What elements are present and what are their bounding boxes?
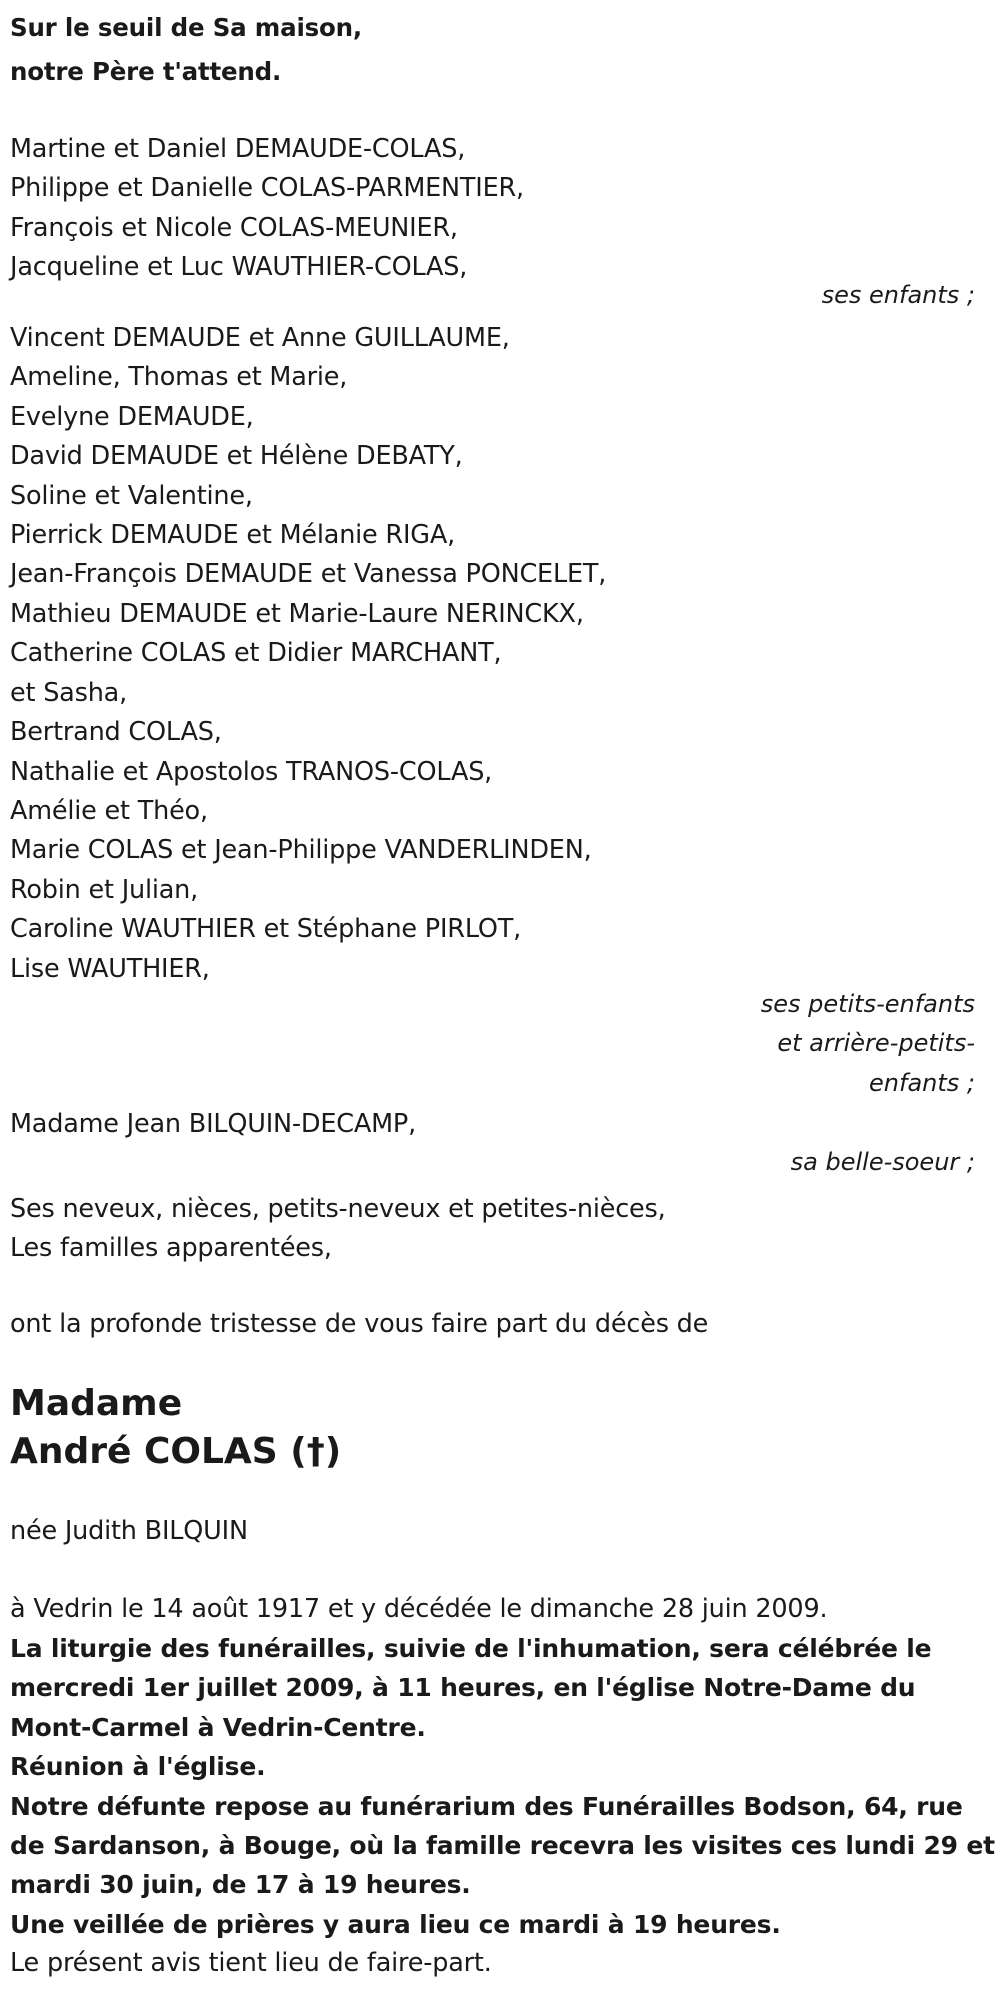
relatives-line: Les familles apparentées, xyxy=(10,1233,332,1264)
family-member-line: Marie COLAS et Jean-Philippe VANDERLINDEN, xyxy=(10,835,592,866)
funeral-line: Réunion à l'église. xyxy=(10,1752,266,1782)
family-member-line: et Sasha, xyxy=(10,677,127,708)
deceased-title: Madame xyxy=(10,1383,183,1425)
funeral-line: mardi 30 juin, de 17 à 19 heures. xyxy=(10,1870,471,1900)
family-member-line: Soline et Valentine, xyxy=(10,480,253,511)
funeral-line: de Sardanson, à Bouge, où la famille recevra les visites ces lundi 29 et xyxy=(10,1831,995,1861)
family-member-line: Bertrand COLAS, xyxy=(10,717,222,748)
sister-in-law-line: Madame Jean BILQUIN-DECAMP, xyxy=(10,1109,417,1140)
family-member-line: Ameline, Thomas et Marie, xyxy=(10,362,348,393)
birth-death-line: à Vedrin le 14 août 1917 et y décédée le dimanche 28 juin 2009. xyxy=(10,1593,828,1624)
family-member-line: Vincent DEMAUDE et Anne GUILLAUME, xyxy=(10,323,510,354)
sister-in-law-role: sa belle-soeur ; xyxy=(790,1147,975,1176)
family-member-line: Robin et Julian, xyxy=(10,874,199,905)
funeral-line: La liturgie des funérailles, suivie de l'inhumation, sera célébrée le xyxy=(10,1634,932,1663)
epigraph-line: Sur le seuil de Sa maison, xyxy=(10,13,363,42)
family-member-line: Evelyne DEMAUDE, xyxy=(10,401,254,432)
family-member-line: Jacqueline et Luc WAUTHIER-COLAS, xyxy=(10,252,468,283)
family-member-line: François et Nicole COLAS-MEUNIER, xyxy=(10,212,458,243)
family-member-line: Mathieu DEMAUDE et Marie-Laure NERINCKX, xyxy=(10,598,584,629)
grandchildren-role xyxy=(10,985,975,1103)
grandchildren-list xyxy=(10,319,975,989)
family-member-line: Jean-François DEMAUDE et Vanessa PONCELET, xyxy=(10,559,607,590)
funeral-line: mercredi 1er juillet 2009, à 11 heures, en l'église Notre-Dame du xyxy=(10,1673,916,1703)
deceased-full-name: André COLAS (†) xyxy=(10,1431,342,1473)
obituary-notice xyxy=(10,0,995,1984)
family-member-line: Philippe et Danielle COLAS-PARMENTIER, xyxy=(10,173,524,204)
family-member-line: Lise WAUTHIER, xyxy=(10,953,210,984)
role-line: enfants ; xyxy=(869,1068,975,1097)
funeral-details xyxy=(10,1629,995,1944)
funeral-line: Notre défunte repose au funérarium des Funérailles Bodson, 64, rue xyxy=(10,1791,963,1821)
announcement-line: ont la profonde tristesse de vous faire part du décès de xyxy=(10,1308,709,1339)
maiden-name: née Judith BILQUIN xyxy=(10,1516,248,1547)
relatives-line: Ses neveux, nièces, petits-neveux et petites-nièces, xyxy=(10,1193,666,1224)
children-role: ses enfants ; xyxy=(821,280,975,309)
family-member-line: Catherine COLAS et Didier MARCHANT, xyxy=(10,638,502,669)
family-member-line: Pierrick DEMAUDE et Mélanie RIGA, xyxy=(10,520,455,551)
family-member-line: Nathalie et Apostolos TRANOS-COLAS, xyxy=(10,756,493,787)
family-member-line: Martine et Daniel DEMAUDE-COLAS, xyxy=(10,134,466,164)
epigraph xyxy=(10,0,975,94)
closing-line: Le présent avis tient lieu de faire-part. xyxy=(10,1948,492,1979)
family-member-line: David DEMAUDE et Hélène DEBATY, xyxy=(10,441,463,472)
epigraph-line: notre Père t'attend. xyxy=(10,57,282,86)
children-list xyxy=(10,130,975,288)
other-relatives xyxy=(10,1190,975,1269)
role-line: et arrière-petits- xyxy=(777,1029,975,1058)
funeral-line: Une veillée de prières y aura lieu ce mardi à 19 heures. xyxy=(10,1909,781,1939)
funeral-line: Mont-Carmel à Vedrin-Centre. xyxy=(10,1712,426,1742)
family-member-line: Caroline WAUTHIER et Stéphane PIRLOT, xyxy=(10,914,522,945)
deceased-name xyxy=(10,1380,975,1476)
family-member-line: Amélie et Théo, xyxy=(10,795,208,826)
role-line: ses petits-enfants xyxy=(760,989,975,1018)
